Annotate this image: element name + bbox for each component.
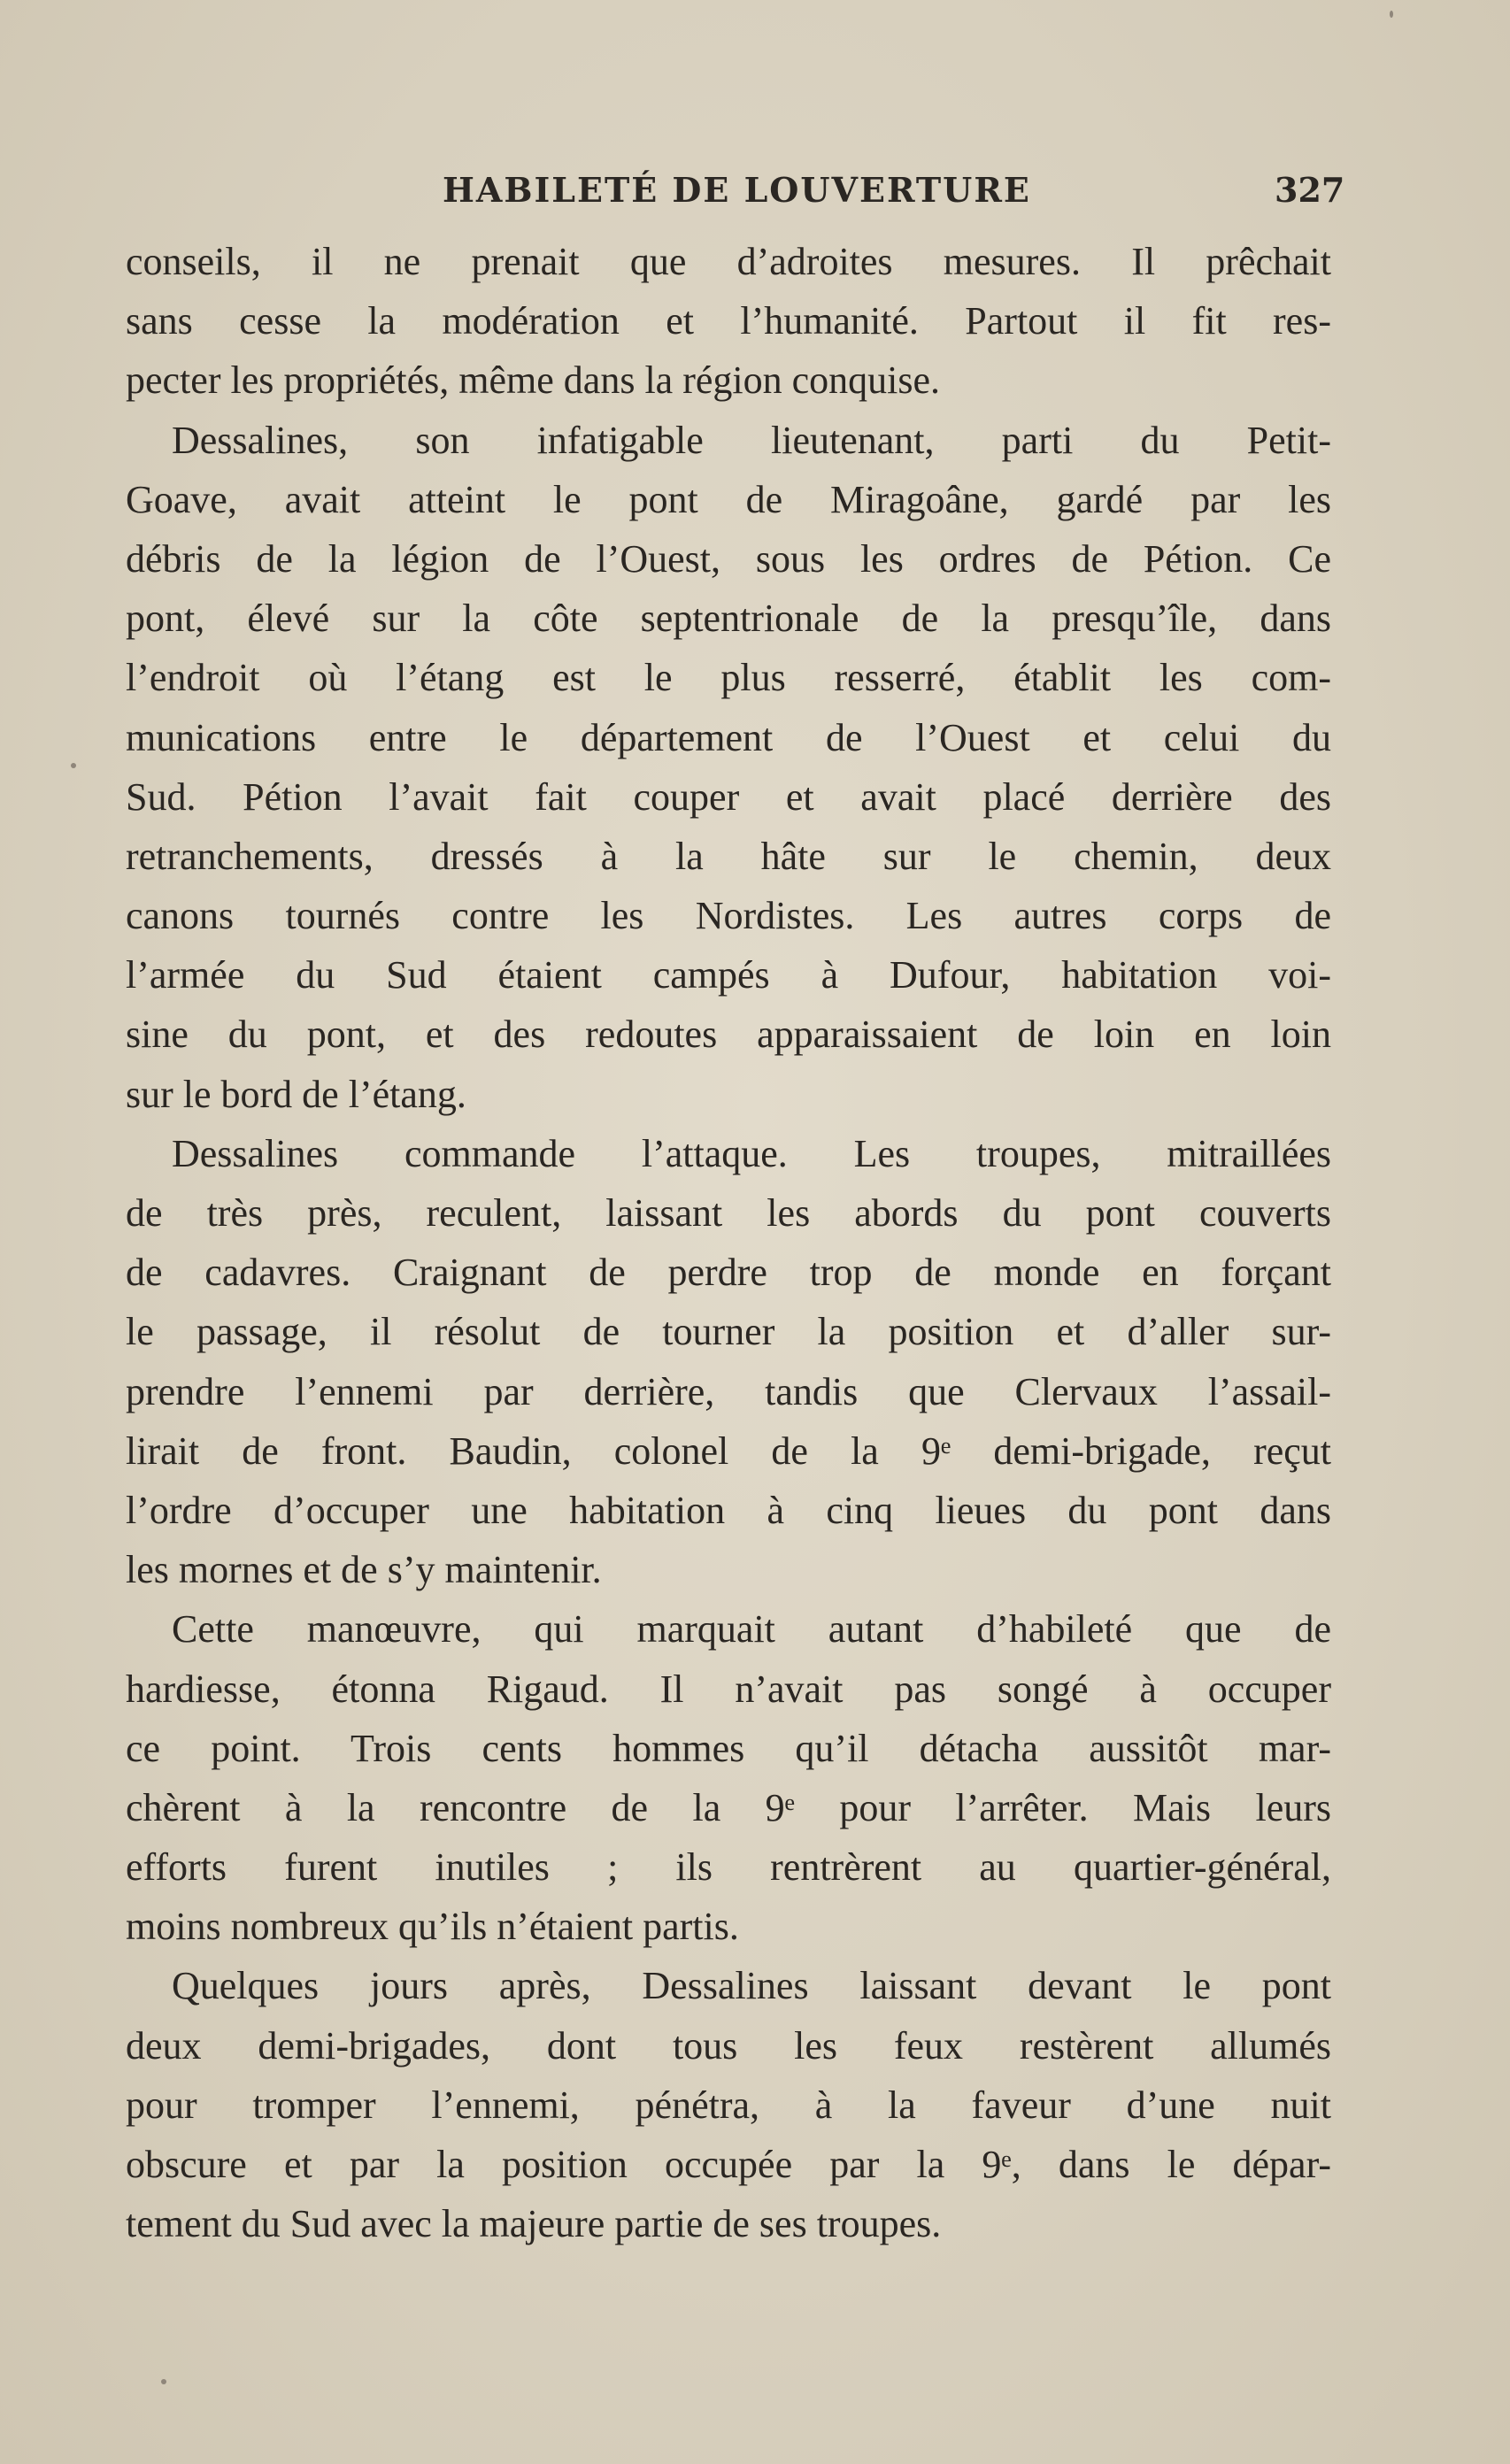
text-line: le passage, il résolut de tourner la position et d’aller sur- bbox=[126, 1310, 1331, 1354]
text-line: hardiesse, étonna Rigaud. Il n’avait pas songé à occuper bbox=[126, 1667, 1331, 1711]
text-line: chèrent à la rencontre de la 9ᵉ pour l’arrêter. Mais leurs bbox=[126, 1785, 1331, 1829]
text-line: pont, élevé sur la côte septentrionale de la presqu’île, dans bbox=[126, 597, 1331, 641]
text-line: conseils, il ne prenait que d’adroites mesures. Il prêchait bbox=[126, 240, 1331, 283]
text-line: l’endroit où l’étang est le plus resserré, établit les com- bbox=[126, 656, 1331, 700]
paper-speck bbox=[71, 763, 76, 768]
text-line: Dessalines commande l’attaque. Les troupes, mitraillées bbox=[172, 1131, 1331, 1175]
text-line: canons tournés contre les Nordistes. Les autres corps de bbox=[126, 894, 1331, 938]
paper-speck bbox=[1390, 11, 1393, 18]
text-line: munications entre le département de l’Ouest et celui du bbox=[126, 715, 1331, 759]
text-line: l’ordre d’occuper une habitation à cinq lieues du pont dans bbox=[126, 1488, 1331, 1532]
text-line: débris de la légion de l’Ouest, sous les ordres de Pétion. Ce bbox=[126, 536, 1331, 581]
text-line: sur le bord de l’étang. bbox=[126, 1072, 466, 1116]
text-line: pecter les propriétés, même dans la région conquise. bbox=[126, 358, 941, 403]
text-line: Dessalines, son infatigable lieutenant, parti du Petit- bbox=[172, 418, 1331, 462]
text-line: prendre l’ennemi par derrière, tandis que Clervaux l’assail- bbox=[126, 1369, 1331, 1413]
paper-speck bbox=[161, 2379, 166, 2384]
text-line: deux demi-brigades, dont tous les feux restèrent allumés bbox=[126, 2023, 1331, 2067]
text-line: ce point. Trois cents hommes qu’il détacha aussitôt mar- bbox=[126, 1726, 1331, 1770]
text-line: de cadavres. Craignant de perdre trop de monde en forçant bbox=[126, 1251, 1331, 1295]
text-line: efforts furent inutiles ; ils rentrèrent au quartier-général, bbox=[126, 1845, 1331, 1890]
text-line: moins nombreux qu’ils n’étaient partis. bbox=[126, 1905, 739, 1949]
page-header bbox=[0, 166, 1510, 219]
text-line: Goave, avait atteint le pont de Miragoâne, gardé par les bbox=[126, 477, 1331, 521]
text-line: Sud. Pétion l’avait fait couper et avait placé derrière des bbox=[126, 774, 1331, 819]
text-line: Cette manœuvre, qui marquait autant d’habileté que de bbox=[172, 1607, 1331, 1652]
text-line: les mornes et de s’y maintenir. bbox=[126, 1548, 602, 1592]
text-line: l’armée du Sud étaient campés à Dufour, habitation voi- bbox=[126, 953, 1331, 997]
text-line: sans cesse la modération et l’humanité. Partout il fit res- bbox=[126, 299, 1331, 343]
text-line: retranchements, dressés à la hâte sur le chemin, deux bbox=[126, 834, 1331, 878]
text-line: tement du Sud avec la majeure partie de ses troupes. bbox=[126, 2202, 942, 2246]
running-title: HABILETÉ DE LOUVERTURE bbox=[443, 170, 1031, 210]
text-line: pour tromper l’ennemi, pénétra, à la faveur d’une nuit bbox=[126, 2083, 1331, 2127]
text-line: de très près, reculent, laissant les abords du pont couverts bbox=[126, 1191, 1331, 1235]
text-line: sine du pont, et des redoutes apparaissaient de loin en loin bbox=[126, 1013, 1331, 1057]
text-line: Quelques jours après, Dessalines laissant devant le pont bbox=[172, 1964, 1331, 2008]
text-line: obscure et par la position occupée par la 9ᵉ, dans le dépar- bbox=[126, 2143, 1331, 2186]
text-line: lirait de front. Baudin, colonel de la 9ᵉ demi-brigade, reçut bbox=[126, 1428, 1331, 1473]
body-text bbox=[126, 232, 1331, 2253]
page-number: 327 bbox=[1275, 170, 1345, 210]
